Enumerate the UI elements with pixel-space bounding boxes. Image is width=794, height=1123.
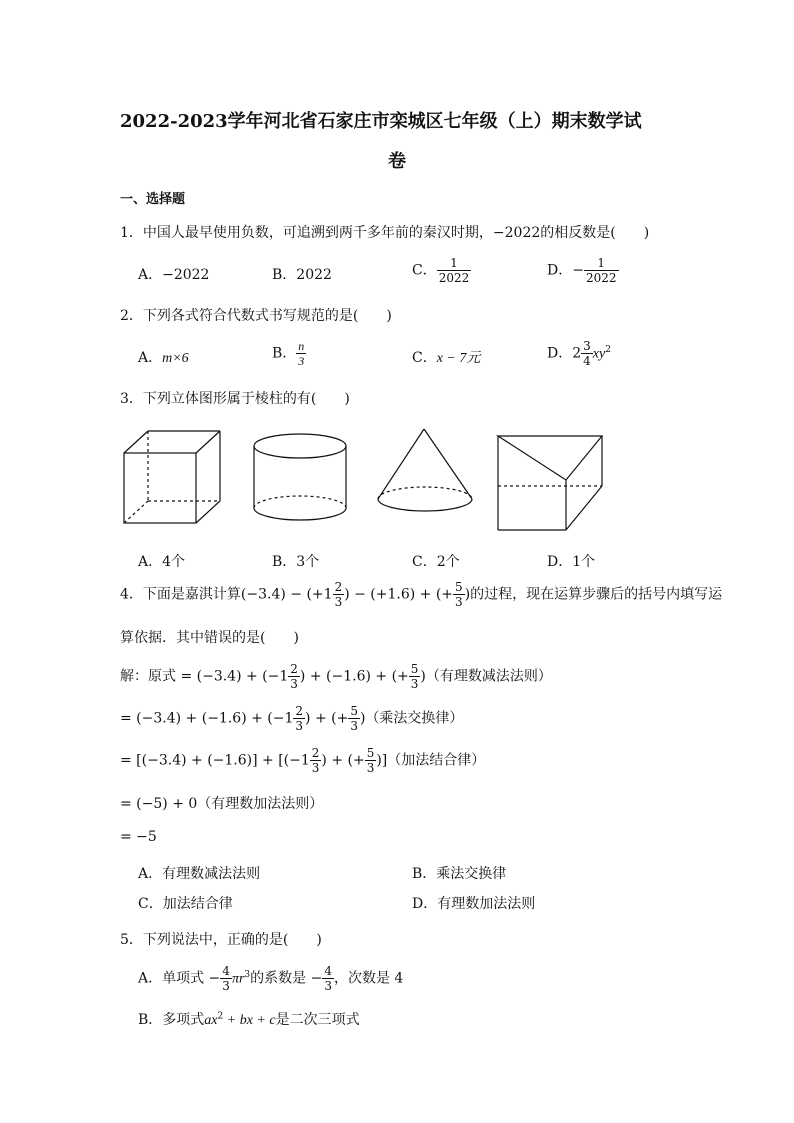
step-text: ) + (+: [305, 710, 349, 727]
q3-option-b: B．3个: [272, 554, 320, 570]
cube-icon: [118, 425, 228, 530]
question-2-stem: 2．下列各式符合代数式书写规范的是( ): [120, 308, 392, 324]
solution-step-3: [120, 746, 485, 775]
question-4-stem: [120, 580, 722, 609]
q2-c-label: C．: [412, 350, 437, 366]
variable: xy: [592, 346, 606, 362]
fraction: $\frac{5}{3}$: [366, 746, 375, 775]
variable: ax: [204, 1013, 218, 1028]
q1-option-b: B．2022: [272, 267, 332, 283]
fraction: $\frac{3}{4}$: [583, 339, 591, 368]
q2-option-d: [547, 339, 611, 368]
exponent: 3: [244, 969, 251, 980]
step-text: 解：原式 = (−3.4) + (−1: [120, 668, 289, 685]
q4-option-b: B．乘法交换律: [412, 866, 507, 882]
fraction: $\frac{5}{3}$: [455, 580, 463, 609]
step-text: )]（加法结合律）: [376, 752, 486, 769]
question-3-stem: 3．下列立体图形属于棱柱的有( ): [120, 391, 350, 407]
q5-option-a: [138, 964, 403, 993]
q4-option-d: D．有理数加法法则: [412, 896, 536, 912]
fraction: $\frac{2}{3}$: [290, 662, 298, 691]
q4-option-c: C．加法结合律: [138, 896, 233, 912]
q1-option-d: [547, 256, 619, 285]
fraction: $\frac{5}{3}$: [410, 662, 419, 691]
mixed-whole: 2: [572, 345, 582, 362]
step-text: ) + (−1.6) + (+: [299, 668, 409, 685]
q5-option-b: [138, 1009, 360, 1029]
fraction: $\frac{4}{3}$: [222, 964, 230, 993]
q2-a-expr: m×6: [162, 351, 189, 366]
q2-c-expr: x − 7元: [436, 351, 481, 366]
question-5-stem: 5．下列说法中，正确的是( ): [120, 932, 322, 948]
option-text: 的系数是 −: [250, 970, 323, 987]
cone-icon: [372, 425, 482, 530]
solution-step-5: = −5: [120, 829, 157, 845]
fraction: $\frac{2}{3}$: [334, 580, 343, 609]
q2-b-label: B．: [272, 345, 297, 362]
fraction: $\frac{2}{3}$: [295, 704, 304, 733]
variable: + bx + c: [223, 1013, 276, 1028]
fraction: $\frac{n}{3}$: [298, 339, 305, 368]
fraction: $\frac{1}{2022}$: [438, 256, 470, 285]
q4-option-a: A．有理数减法法则: [138, 866, 261, 882]
question-4-stem-line2: 算依据．其中错误的是( ): [120, 630, 299, 646]
step-text: )（有理数减法法则）: [420, 668, 552, 685]
fraction: $\frac{2}{3}$: [311, 746, 320, 775]
step-text: )（乘法交换律）: [359, 710, 464, 727]
question-1-stem: 1．中国人最早使用负数，可追溯到两千多年前的秦汉时期，−2022的相反数是( ): [120, 225, 650, 241]
fraction: $\frac{5}{3}$: [350, 704, 358, 733]
q3-option-d: D．1个: [547, 554, 596, 570]
solution-step-1: [120, 662, 552, 691]
section-heading: 一、选择题: [120, 192, 186, 207]
stem-part: )的过程，现在运算步骤后的括号内填写运: [464, 586, 723, 603]
solution-step-2: [120, 704, 463, 733]
cylinder-icon: [250, 430, 355, 530]
stem-part: 4．下面是嘉淇计算(−3.4) − (+1: [120, 586, 333, 603]
q1-option-c: [412, 256, 471, 285]
q1-c-label: C．: [412, 262, 437, 279]
q3-option-c: C．2个: [412, 554, 460, 570]
exponent: 2: [217, 1011, 224, 1022]
q3-option-a: A．4个: [138, 554, 186, 570]
q2-option-a: [138, 347, 189, 367]
q2-option-c: [412, 347, 480, 367]
triangular-prism-icon: [492, 430, 607, 535]
page-title-line2: 卷: [388, 151, 406, 172]
q2-a-label: A．: [138, 350, 163, 366]
fraction: $\frac{4}{3}$: [324, 964, 332, 993]
step-text: ) + (+: [321, 752, 365, 769]
fraction: $\frac{1}{2022}$: [585, 256, 617, 285]
q1-d-label: D．−: [547, 262, 584, 279]
stem-part: ) − (+1.6) + (+: [344, 586, 454, 603]
option-text: 是二次三项式: [275, 1012, 360, 1028]
option-text: B．多项式: [138, 1012, 205, 1028]
solution-step-4: = (−5) + 0（有理数加法法则）: [120, 796, 324, 812]
option-text: A．单项式 −: [138, 970, 221, 987]
q1-option-a: A．−2022: [138, 267, 210, 283]
page-title-line1: 2022-2023学年河北省石家庄市栾城区七年级（上）期末数学试: [120, 111, 642, 132]
step-text: = (−3.4) + (−1.6) + (−1: [120, 710, 294, 727]
q2-d-label: D．: [547, 345, 573, 362]
q2-option-b: [272, 339, 306, 368]
variable: πr: [231, 971, 245, 987]
option-text: ，次数是 4: [333, 970, 404, 987]
exponent: 2: [605, 344, 611, 355]
step-text: = [(−3.4) + (−1.6)] + [(−1: [120, 752, 310, 769]
